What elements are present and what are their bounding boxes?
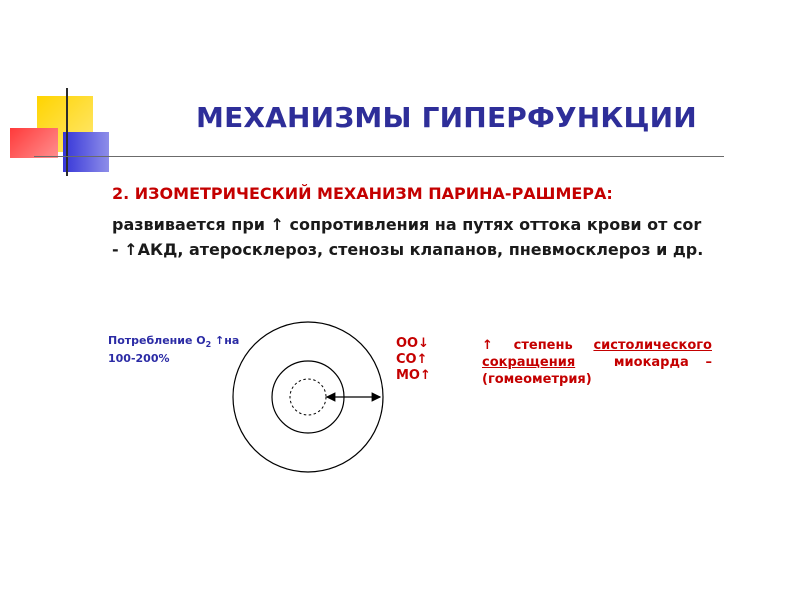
desc-dash: – bbox=[705, 355, 712, 370]
slide-title: МЕХАНИЗМЫ ГИПЕРФУНКЦИИ bbox=[196, 101, 697, 134]
cavity-dashed-circle bbox=[290, 379, 326, 415]
desc-homeometry: (гомеометрия) bbox=[482, 372, 592, 387]
oxygen-consumption-label bbox=[108, 334, 239, 366]
slide-subtitle: 2. ИЗОМЕТРИЧЕСКИЙ МЕХАНИЗМ ПАРИНА-РАШМЕРА: bbox=[112, 184, 613, 203]
rate-co: СО↑ bbox=[396, 352, 428, 367]
consumption-suffix: ↑на bbox=[211, 334, 240, 347]
title-divider bbox=[34, 156, 724, 157]
desc-arrow: ↑ bbox=[482, 338, 493, 353]
desc-word-myocardium: миокарда bbox=[613, 355, 689, 370]
rate-mo: МО↑ bbox=[396, 368, 431, 383]
rate-oo: ОО↓ bbox=[396, 336, 429, 351]
outer-wall-circle bbox=[233, 322, 383, 472]
desc-word-systolic: систолического bbox=[593, 338, 712, 353]
consumption-prefix: Потребление O bbox=[108, 334, 206, 347]
desc-word-degree: степень bbox=[513, 338, 573, 353]
decor-vertical-line bbox=[66, 88, 68, 176]
desc-word-contraction: сокращения bbox=[482, 355, 576, 370]
body-text bbox=[112, 212, 792, 262]
body-line-2: - ↑АКД, атеросклероз, стенозы клапанов, пневмосклероз и др. bbox=[112, 240, 704, 259]
mechanism-description bbox=[482, 337, 712, 388]
decor-red-square bbox=[10, 128, 58, 158]
decor-blue-square bbox=[63, 132, 109, 172]
consumption-subscript: 2 bbox=[205, 340, 212, 350]
hemodynamic-indicators bbox=[396, 336, 431, 384]
body-line-1: развивается при ↑ сопротивления на путях оттока крови от cor bbox=[112, 215, 702, 234]
inner-wall-circle bbox=[272, 361, 344, 433]
consumption-percent: 100-200% bbox=[108, 352, 170, 366]
